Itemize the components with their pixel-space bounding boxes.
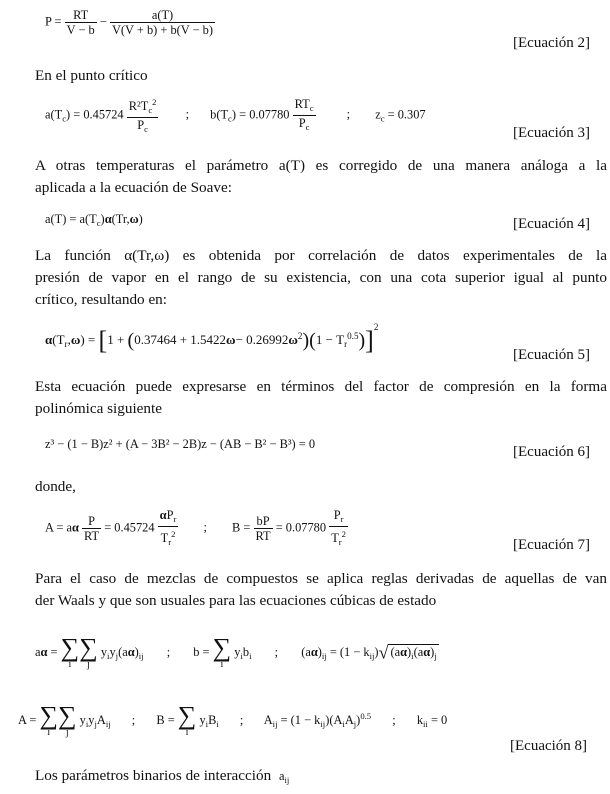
paragraph-alpha-line-1: La función α(Tr,ω) es obtenida por correlación de datos experimentales de la: [35, 247, 607, 264]
sum-symbol-b: ∑ i: [212, 633, 232, 670]
equation-7-label: [Ecuación 7]: [513, 537, 591, 553]
equation-5: $\alpha(T_r,\omega) = [1 + (0.37464 + 1.5422\omega- 0.26992\omega^2)(1 - T_r^{0.5})]^2$: [45, 322, 379, 356]
paragraph-mixtures-line-2: der Waals y que son usuales para las ecuaciones cúbicas de estado: [35, 592, 437, 609]
equation-6: z³ − (1 − B)z² + (A − 3B² − 2B)z − (AB − B² − B³) = 0: [45, 437, 316, 451]
equation-7: A = aα $\frac{P}{RT}$ = 0.45724 $\frac{\alpha P_r}{T_r^2}$ ; B = $\frac{bP}{RT}$ = 0.07780 $\frac{P_r}{T_r^2}$: [45, 508, 346, 547]
equation-3-label: [Ecuación 3]: [513, 125, 591, 141]
eq2-fraction-2: $\frac{a(T)}{V(V + b) + b(V - b)}$: [111, 8, 214, 37]
paragraph-alpha-line-3: crítico, resultando en:: [35, 291, 168, 308]
paragraph-binary-parameters: Los parámetros binarios de interacción $a_{ij}$: [35, 767, 290, 785]
paragraph-critical-point: En el punto crítico: [35, 67, 148, 84]
paragraph-temperature-line-1: A otras temperaturas el parámetro a(T) es corregido de una manera análoga a la: [35, 157, 607, 174]
equation-2: [45, 8, 215, 37]
eq7-fraction-2: $\frac{\alpha P_r}{T_r^2}$: [159, 508, 177, 547]
eq3-fraction-b: $\frac{RT_c}{P_c}$: [294, 97, 314, 132]
equation-8-line-1: aα = ∑ i ∑ j $y_iy_j(a\alpha)_{ij}$ ; b = ∑ i $y_ib_i$ ; $(a\alpha)_{ij} = (1 - k_{ij})√$ $(a\alpha)_i(a\alpha)_j$: [35, 633, 437, 670]
paragraph-donde: donde,: [35, 478, 76, 495]
paragraph-mixtures-line-1: Para el caso de mezclas de compuestos se aplica reglas derivadas de aquellas de van: [35, 570, 607, 587]
eq7-fraction-1: $\frac{P}{RT}$: [83, 514, 100, 543]
sqrt-term: $(a\alpha)_i(a\alpha)_j$: [390, 644, 437, 661]
sum-symbol-j: ∑ j: [79, 633, 98, 670]
paragraph-compression-line-2: polinómica siguiente: [35, 400, 162, 417]
eq3-fraction-a: $\frac{R^2T_c^2}{P_c}$: [128, 97, 157, 134]
sum-symbol-i: ∑ i: [60, 633, 80, 670]
equation-5-label: [Ecuación 5]: [513, 347, 591, 363]
equation-8-line-2: A = ∑ i ∑ j $y_iy_jA_{ij}$ ; B = ∑ i $y_iB_i$ ; $A_{ij} = (1 - k_{ij})(A_iA_j)^{0.5}$ ; $k_{ii} = 0$: [18, 701, 448, 738]
eq7-fraction-3: $\frac{bP}{RT}$: [255, 514, 271, 543]
paragraph-temperature-line-2: aplicada a la ecuación de Soave:: [35, 179, 232, 196]
eq2-lhs: P =: [45, 14, 62, 29]
equation-3: $a(T_c) = 0.45724$ $\frac{R^2T_c^2}{P_c}$ ; $b(T_c) = 0.07780$ $\frac{RT_c}{P_c}$ ; $z_c = 0.307$: [45, 97, 426, 134]
equation-4: $a(T) = a(T_c)\alpha(Tr,\omega)$: [45, 212, 143, 228]
binary-parameter-symbol: $a_{ij}$: [278, 769, 290, 785]
eq2-fraction-1: $\frac{RT}{V - b}$: [66, 8, 95, 37]
eq7-fraction-4: $\frac{P_r}{T_r^2}$: [331, 508, 346, 547]
paragraph-compression-line-1: Esta ecuación puede expresarse en términos del factor de compresión en la forma: [35, 378, 607, 395]
equation-2-label: [Ecuación 2]: [513, 35, 591, 51]
eq2-minus: −: [99, 14, 107, 29]
equation-6-label: [Ecuación 6]: [513, 444, 591, 460]
equation-4-label: [Ecuación 4]: [513, 216, 591, 232]
equation-8-label: [Ecuación 8]: [510, 738, 588, 754]
paragraph-alpha-line-2: presión de vapor en el rango de su existencia, con una cota superior igual al punto: [35, 269, 607, 286]
